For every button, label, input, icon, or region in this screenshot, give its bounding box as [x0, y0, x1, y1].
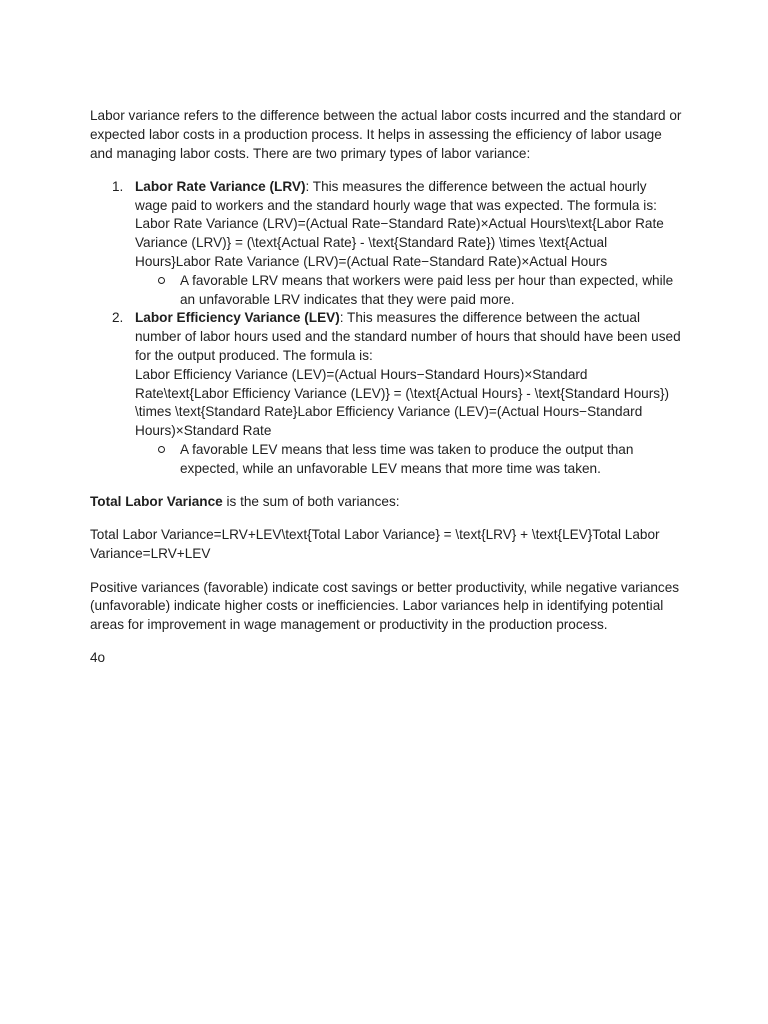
conclusion-paragraph: Positive variances (favorable) indicate cost savings or better productivity, while negative variances (unfavorable) indicate higher costs or inefficiencies. Labor variances help in identifying potential areas for improvement in wage management or productivity in the production process.: [90, 579, 680, 633]
list-item-formula: Labor Efficiency Variance (LEV)=(Actual Hours−Standard Hours)×Standard Rate\text{Labor Efficiency Variance (LEV)} = (\text{Actual Hours} - \text{Standard Hours}) \times \text{Standard Rate}Labor Efficiency Variance (LEV)=(Actual Hours−Standard Hours)×Standard Rate: [135, 366, 670, 439]
variance-types-list: [90, 178, 682, 479]
sub-list: [135, 272, 682, 310]
list-item-title: Labor Rate Variance (LRV): [135, 178, 306, 194]
total-bold-label: Total Labor Variance: [90, 494, 223, 510]
footer-text: 4o: [90, 650, 106, 666]
sub-list-item: [180, 272, 682, 310]
list-item-number: 1.: [112, 178, 124, 194]
list-item-body: : This measures the difference between the actual number of labor hours used and the standard number of hours that should have been used for the output produced. The formula is:: [135, 310, 681, 364]
circle-bullet-icon: [158, 277, 165, 284]
sub-list: [135, 441, 682, 479]
list-item-labor-rate-variance: [112, 178, 682, 310]
list-item-number: 2.: [112, 310, 124, 326]
total-formula-paragraph: Total Labor Variance=LRV+LEV\text{Total Labor Variance} = \text{LRV} + \text{LEV}Total Labor Variance=LRV+LEV: [90, 527, 660, 562]
list-item-body: : This measures the difference between the actual hourly wage paid to workers and the standard hourly wage that was expected. The formula is: Labor Rate Variance (LRV)=(Actual Rate−Standard Rate)×Actual Hours\text{Labor Rate Variance (LRV)} = (\text{Actual Rate} - \text{Standard Rate}) \times \text{Actual Hours}Labor Rate Variance (LRV)=(Actual Rate−Standard Rate)×Actual Hours: [135, 178, 664, 270]
list-item-title: Labor Efficiency Variance (LEV): [135, 310, 340, 326]
total-rest-text: is the sum of both variances:: [222, 494, 400, 510]
circle-bullet-icon: [158, 446, 165, 453]
document-body: [90, 107, 682, 683]
sub-list-item-text: A favorable LRV means that workers were paid less per hour than expected, while an unfavorable LRV indicates that they were paid more.: [180, 272, 674, 307]
intro-paragraph: Labor variance refers to the difference between the actual labor costs incurred and the standard or expected labor costs in a production process. It helps in assessing the efficiency of labor usage and managing labor costs. There are two primary types of labor variance:: [90, 108, 682, 161]
sub-list-item: [180, 441, 682, 479]
sub-list-item-text: A favorable LEV means that less time was taken to produce the output than expected, while an unfavorable LEV means that more time was taken.: [180, 442, 634, 476]
total-paragraph: [90, 493, 682, 512]
list-item-labor-efficiency-variance: [112, 309, 682, 478]
